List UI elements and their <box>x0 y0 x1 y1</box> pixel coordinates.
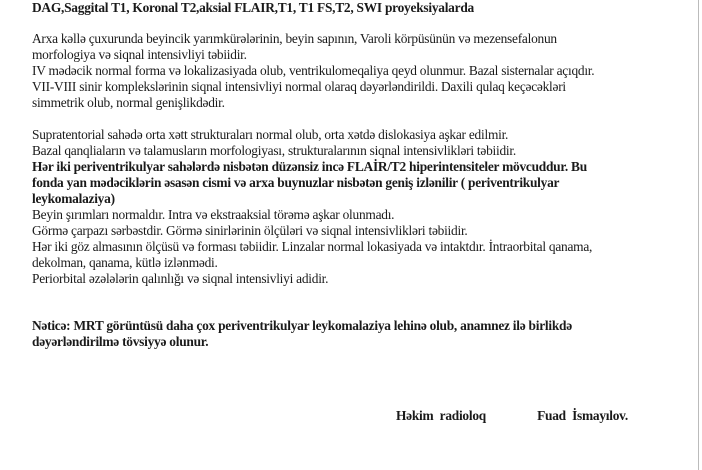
text-line: Hər iki göz almasının ölçüsü və forması təbiidir. Linzalar normal lokasiyada və intaktdır. İntraorbital qanama, <box>32 239 593 254</box>
text-line: Periorbital əzələlərin qalınlığı və siqnal intensivliyi adidir. <box>32 271 329 286</box>
text-line: VII-VIII sinir komplekslərinin siqnal intensivliyi normal olaraq dəyərləndirildi. Daxili qulaq keçəcəkləri <box>32 79 566 94</box>
section-posterior-fossa <box>32 31 594 111</box>
finding-line: Hər iki periventrikulyar sahələrdə nisbətən düzənsiz incə FLAİR/T2 hiperintensiteler mövcuddur. Bu <box>32 159 587 174</box>
text-line: Bazal qanqliaların və talamusların morfologiyası, strukturalarının siqnal intensivlikləri təbiidir. <box>32 143 516 158</box>
text-line: Görmə çarpazı sərbəstdir. Görmə sinirlərinin ölçüləri və siqnal intensivlikləri təbiidir. <box>32 223 468 238</box>
text-line: morfologiya və siqnal intensivliyi təbiidir. <box>32 47 247 62</box>
section-supratentorial <box>32 127 592 287</box>
signature-role: Həkim radioloq <box>396 408 486 423</box>
conclusion-line: Nəticə: MRT görüntüsü daha çox periventrikulyar leykomalaziya lehinə olub, anamnez ilə birlikdə <box>32 318 572 333</box>
conclusion <box>32 318 572 350</box>
text-line: dekolman, qanama, kütlə izlənmədi. <box>32 255 218 270</box>
text-line: Supratentorial sahədə orta xətt strukturaları normal olub, orta xətdə dislokasiya aşkar edilmir. <box>32 127 509 142</box>
text-line: IV mədəcik normal forma və lokalizasiyada olub, ventrikulomeqaliya qeyd olunmur. Bazal sisternalar açıqdır. <box>32 63 595 78</box>
signature <box>396 408 628 424</box>
text-line: simmetrik olub, normal genişlikdədir. <box>32 95 225 110</box>
signature-name: Fuad İsmayılov. <box>537 408 628 423</box>
conclusion-line: dəyərləndirilmə tövsiyyə olunur. <box>32 334 209 349</box>
finding-line: fonda yan mədəciklərin əsasən cismi və arxa buynuzlar nisbətən geniş izlənilir ( periventrikulyar <box>32 175 560 190</box>
text-line: Beyin şırımları normaldır. Intra və ekstraaksial törəmə aşkar olunmadı. <box>32 207 395 222</box>
text-line: Arxa kəllə çuxurunda beyincik yarımkürələrinin, beyin sapının, Varoli körpüsünün və mezensefalonun <box>32 31 557 46</box>
page-edge <box>698 0 699 470</box>
report-header: DAG,Saggital T1, Koronal T2,aksial FLAIR,T1, T1 FS,T2, SWI proyeksiyalarda <box>32 0 474 15</box>
finding-line: leykomalaziya) <box>32 191 115 206</box>
